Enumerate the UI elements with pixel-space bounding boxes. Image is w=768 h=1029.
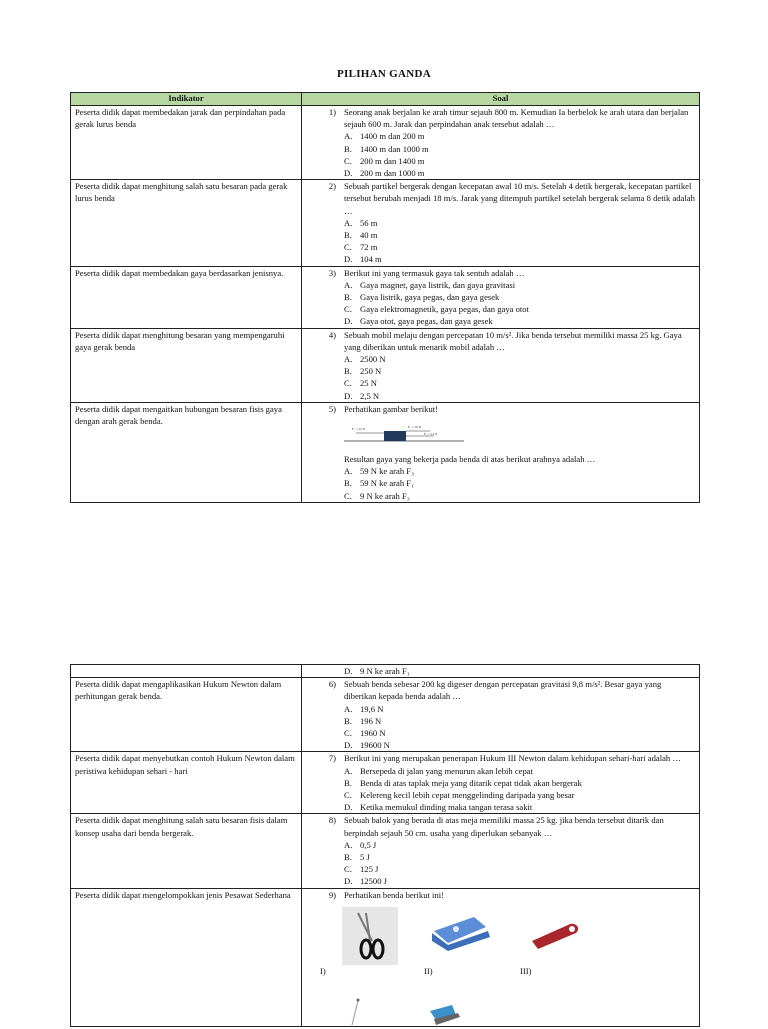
force-diagram — [344, 423, 695, 443]
option-item — [344, 241, 695, 253]
option-text: Kelereng kecil lebih cepat menggelinding daripada yang besar — [360, 790, 575, 801]
indikator-cell: Peserta didik dapat menghitung salah satu besaran pada gerak lurus benda — [71, 180, 302, 266]
header-soal: Soal — [302, 93, 700, 106]
question-text: Perhatikan benda berikut ini! — [344, 889, 444, 900]
option-item — [344, 155, 695, 167]
block — [384, 431, 406, 441]
option-letter: C. — [344, 864, 352, 875]
table-row — [71, 328, 700, 402]
option-item — [344, 801, 695, 813]
question-body — [344, 106, 695, 130]
soal-cell — [302, 678, 700, 752]
option-text: Benda di atas taplak meja yang ditarik cepat tidak akan bergerak — [360, 777, 582, 788]
option-item — [344, 365, 695, 377]
option-item — [344, 703, 695, 715]
option-letter: D. — [344, 666, 353, 676]
soal-cell — [302, 180, 700, 266]
indikator-cell: Peserta didik dapat mengaplikasikan Hukum Newton dalam perhitungan gerak benda. — [71, 678, 302, 752]
image-label: I) — [320, 965, 326, 976]
label-f2: F₂ = 10 N — [408, 425, 422, 430]
option-letter: D. — [344, 254, 353, 265]
options-list — [344, 217, 695, 266]
table-row — [71, 678, 700, 752]
question-text: Berikut ini yang termasuk gaya tak sentuh adalah … — [344, 267, 525, 278]
table-row — [71, 266, 700, 328]
item-iv-handle — [352, 1001, 358, 1025]
option-letter: B. — [344, 292, 352, 303]
option-item — [344, 863, 695, 875]
option-letter: A. — [344, 131, 353, 142]
option-item — [344, 490, 695, 502]
option-letter: B. — [344, 715, 352, 726]
question — [306, 889, 695, 901]
question-text-2: Resultan gaya yang bekerja pada benda di atas berikut arahnya adalah … — [344, 454, 596, 465]
option-text: Ketika memukul dinding maka tangan terasa sakit — [360, 802, 533, 813]
option-letter: A. — [344, 279, 353, 290]
option-text: 9 N ke arah F₃ — [360, 490, 410, 501]
option-item — [344, 727, 695, 739]
question — [306, 180, 695, 217]
question-text: Berikut ini yang merupakan penerapan Hukum III Newton dalam kehidupan sehari-hari adalah … — [344, 753, 681, 764]
option-letter: C. — [344, 728, 352, 739]
option-text: 1400 m dan 200 m — [360, 131, 425, 142]
question-number: 7) — [328, 753, 336, 764]
option-letter: D. — [344, 168, 353, 179]
soal-cell — [302, 328, 700, 402]
option-letter: D. — [344, 876, 353, 887]
option-text: 5 J — [360, 852, 370, 863]
option-item — [344, 739, 695, 751]
option-letter: B. — [344, 143, 352, 154]
option-letter: A. — [344, 466, 353, 477]
option-letter: B. — [344, 366, 352, 377]
question-number: 2) — [328, 181, 336, 192]
option-text: 250 N — [360, 366, 382, 377]
option-text: 1960 N — [360, 728, 386, 739]
option-item — [344, 303, 695, 315]
table-row — [71, 814, 700, 888]
option-item — [344, 377, 695, 389]
options-list — [344, 353, 695, 402]
question — [306, 814, 695, 838]
option-text: 200 m dan 1000 m — [360, 168, 425, 179]
option-text: 19600 N — [360, 740, 390, 751]
option-letter: B. — [344, 478, 352, 489]
question-text: Sebuah benda sebesar 200 kg digeser dengan percepatan gravitasi 9,8 m/s². Besar gaya yang diberikan kepada benda adalah … — [344, 679, 662, 702]
option-text: 56 m — [360, 217, 378, 228]
soal-cell — [302, 266, 700, 328]
question-text: Perhatikan gambar berikut! — [344, 403, 439, 414]
option-letter: D. — [344, 740, 353, 751]
option-item — [344, 315, 695, 327]
option-text: 200 m dan 1400 m — [360, 155, 425, 166]
option-item — [344, 229, 695, 241]
indikator-cell: Peserta didik dapat menyebutkan contoh Hukum Newton dalam peristiwa kehidupan sehari - hari — [71, 752, 302, 814]
option-item — [344, 167, 695, 179]
table-row — [71, 665, 700, 678]
option-letter: B. — [344, 852, 352, 863]
question-body — [344, 267, 695, 279]
option-text: Gaya elektromagnetik, gaya pegas, dan gaya otot — [360, 304, 529, 315]
question-body — [344, 889, 695, 901]
indikator-cell: Peserta didik dapat mengaitkan hubungan besaran fisis gaya dengan arah gerak benda. — [71, 402, 302, 502]
option-text: 19,6 N — [360, 703, 384, 714]
option-letter: A. — [344, 217, 353, 228]
options-list — [344, 465, 695, 502]
option-item — [344, 851, 695, 863]
soal-cell — [302, 752, 700, 814]
option-item — [344, 465, 695, 477]
option-text: 9 N ke arah F₁ — [360, 666, 410, 676]
page-title: PILIHAN GANDA — [336, 68, 432, 80]
option-text: 196 N — [360, 715, 382, 726]
option-text: 12500 J — [360, 876, 387, 887]
option-letter: B. — [344, 777, 352, 788]
question-body — [344, 403, 695, 465]
question-body — [344, 814, 695, 838]
option-item — [344, 875, 695, 887]
option-text: Gaya listrik, gaya pegas, dan gaya gesek — [360, 292, 500, 303]
question-number: 6) — [328, 679, 336, 690]
question — [306, 403, 695, 465]
question — [306, 106, 695, 130]
question-body — [344, 180, 695, 217]
option-item — [344, 777, 695, 789]
indikator-cell: Peserta didik dapat mengelompokkan jenis Pesawat Sederhana — [71, 888, 302, 1026]
question-table-2 — [70, 664, 700, 1027]
option-item — [344, 279, 695, 291]
options-list — [344, 839, 695, 888]
option-text: Bersepeda di jalan yang menurun akan lebih cepat — [360, 765, 533, 776]
option-item — [344, 253, 695, 265]
table-row — [71, 888, 700, 1026]
option-item — [344, 130, 695, 142]
option-item — [344, 789, 695, 801]
question-table-1 — [70, 92, 700, 503]
question-body — [344, 329, 695, 353]
option-text: Gaya otot, gaya pegas, dan gaya gesek — [360, 316, 493, 327]
option-item — [344, 715, 695, 727]
option-text: 0,5 J — [360, 839, 377, 850]
option-text: 59 N ke arah F₁ — [360, 478, 415, 489]
label-f1: F₁ = 25 N — [352, 427, 366, 432]
option-text: 40 m — [360, 230, 378, 241]
option-letter: D. — [344, 390, 353, 401]
option-item — [344, 217, 695, 229]
option-letter: A. — [344, 703, 353, 714]
option-letter: A. — [344, 354, 353, 365]
option-letter: C. — [344, 378, 352, 389]
options-list — [344, 765, 695, 814]
option-item — [344, 477, 695, 489]
option-text: Gaya magnet, gaya listrik, dan gaya gravitasi — [360, 279, 516, 290]
options-list — [344, 665, 695, 677]
indikator-cell: Peserta didik dapat membedakan jarak dan perpindahan pada gerak lurus benda — [71, 106, 302, 180]
option-text: 2500 N — [360, 354, 386, 365]
soal-cell — [302, 665, 700, 678]
option-letter: A. — [344, 765, 353, 776]
table-row — [71, 180, 700, 266]
question-text: Sebuah balok yang berada di atas meja memiliki massa 25 kg. jika benda tersebut ditarik dan berpindah sejauh 50 cm. usaha yang diperlukan sebanyak … — [344, 815, 664, 838]
header-indikator: Indikator — [71, 93, 302, 106]
indikator-cell: Peserta didik dapat menghitung besaran yang mempengaruhi gaya gerak benda — [71, 328, 302, 402]
question-body — [344, 752, 695, 764]
option-item — [344, 143, 695, 155]
indikator-cell: Peserta didik dapat membedakan gaya berdasarkan jenisnya. — [71, 266, 302, 328]
option-item — [344, 291, 695, 303]
question — [306, 329, 695, 353]
question-text: Seorang anak berjalan ke arah timur sejauh 800 m. Kemudian Ia berbelok ke arah utara dan berjalan sejauh 600 m. Jarak dan perpindahan anak tersebut adalah … — [344, 107, 689, 130]
soal-cell — [302, 106, 700, 180]
option-text: 125 J — [360, 864, 379, 875]
option-letter: C. — [344, 155, 352, 166]
hole-punch-knob — [453, 926, 459, 932]
soal-cell — [302, 888, 700, 1026]
options-list — [344, 703, 695, 752]
option-item — [344, 765, 695, 777]
item-iv-tip — [357, 998, 360, 1001]
option-letter: B. — [344, 230, 352, 241]
option-text: 2,5 N — [360, 390, 380, 401]
question-text: Sebuah partikel bergerak dengan kecepatan awal 10 m/s. Setelah 4 detik bergerak, kecepatan partikel tersebut berubah menjadi 18 m/s. Jarak yang ditempuh partikel setelah bergerak selama 8 detik adalah … — [344, 181, 695, 216]
option-letter: C. — [344, 242, 352, 253]
option-text: 72 m — [360, 242, 378, 253]
image-label: III) — [520, 965, 532, 976]
question-number: 3) — [328, 267, 336, 278]
options-list — [344, 130, 695, 179]
question-number: 9) — [328, 889, 336, 900]
soal-cell — [302, 402, 700, 502]
bottle-opener-hole — [569, 926, 575, 932]
option-item — [344, 390, 695, 402]
option-text: 25 N — [360, 378, 377, 389]
tool-images-svg — [306, 901, 646, 1026]
option-letter: C. — [344, 304, 352, 315]
table-row — [71, 402, 700, 502]
option-text: 1400 m dan 1000 m — [360, 143, 429, 154]
option-text: 59 N ke arah F₃ — [360, 466, 415, 477]
question — [306, 267, 695, 279]
question-number: 1) — [328, 107, 336, 117]
question-text: Sebuah mobil melaju dengan percepatan 10 m/s². Jika benda tersebut memiliki massa 25 kg. Gaya yang diberikan untuk menarik mobil adalah … — [344, 329, 682, 352]
option-letter: D. — [344, 802, 353, 813]
option-letter: C. — [344, 790, 352, 801]
tool-images — [306, 901, 695, 1026]
option-text: 104 m — [360, 254, 382, 265]
question-number: 4) — [328, 329, 336, 340]
option-letter: A. — [344, 839, 353, 850]
table-row — [71, 752, 700, 814]
question-body — [344, 678, 695, 702]
indikator-cell — [71, 665, 302, 678]
option-item — [344, 839, 695, 851]
indikator-cell: Peserta didik dapat menghitung salah satu besaran fisis dalam konsep usaha dari benda bergerak. — [71, 814, 302, 888]
image-label: II) — [424, 965, 433, 976]
question-number: 5) — [328, 403, 336, 414]
option-letter: D. — [344, 316, 353, 327]
options-list — [344, 279, 695, 328]
option-item — [344, 665, 695, 677]
option-letter: C. — [344, 490, 352, 501]
soal-cell — [302, 814, 700, 888]
question-number: 8) — [328, 815, 336, 826]
question — [306, 678, 695, 702]
force-diagram-svg — [344, 423, 464, 445]
table-header-row — [71, 93, 700, 106]
option-item — [344, 353, 695, 365]
label-f3: F₃ = 24 N — [424, 432, 438, 437]
question — [306, 752, 695, 764]
table-row — [71, 106, 700, 180]
